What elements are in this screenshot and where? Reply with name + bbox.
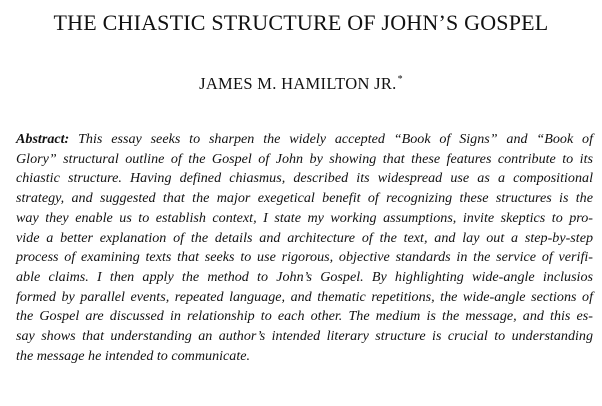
author-footnote-mark: * xyxy=(397,74,403,85)
abstract-line: the message he intended to communicate. xyxy=(16,347,251,364)
abstract-line xyxy=(16,130,593,150)
abstract-line: Glory” structural outline of the Gospel of John by showing that these features contribute to its xyxy=(16,150,593,167)
abstract-label: Abstract: xyxy=(16,131,70,147)
abstract-line: process of examining texts that seeks to use rigorous, objective standards in the service of verifi- xyxy=(16,249,593,266)
abstract-line: strategy, and suggested that the major exegetical benefit of recognizing these structures is the xyxy=(16,190,593,207)
paper-title: THE CHIASTIC STRUCTURE OF JOHN’S GOSPEL xyxy=(53,10,549,35)
abstract-line: formed by parallel events, repeated language, and thematic repetitions, the wide-angle sections of xyxy=(16,288,593,305)
abstract xyxy=(16,130,593,366)
abstract-line-text: This essay seeks to sharpen the widely accepted “Book of Signs” and “Book of xyxy=(78,131,593,147)
abstract-line: able claims. I then apply the method to John’s Gospel. By highlighting wide-angle inclusios xyxy=(16,268,593,285)
author-name: JAMES M. HAMILTON JR. xyxy=(199,74,397,93)
abstract-line: the Gospel are discussed in relationship to each other. The medium is the message, and this es- xyxy=(16,308,593,325)
abstract-line: chiastic structure. Having defined chiasmus, described its widespread use as a compositional xyxy=(16,170,593,187)
abstract-line: say shows that understanding an author’s intended literary structure is crucial to understanding xyxy=(16,328,593,345)
abstract-line: vide a better explanation of the details and architecture of the text, and lay out a step-by-step xyxy=(16,229,593,246)
abstract-line: way they enable us to establish context, I state my working assumptions, invite skeptics to pro- xyxy=(16,209,593,226)
paper-author xyxy=(12,70,590,94)
